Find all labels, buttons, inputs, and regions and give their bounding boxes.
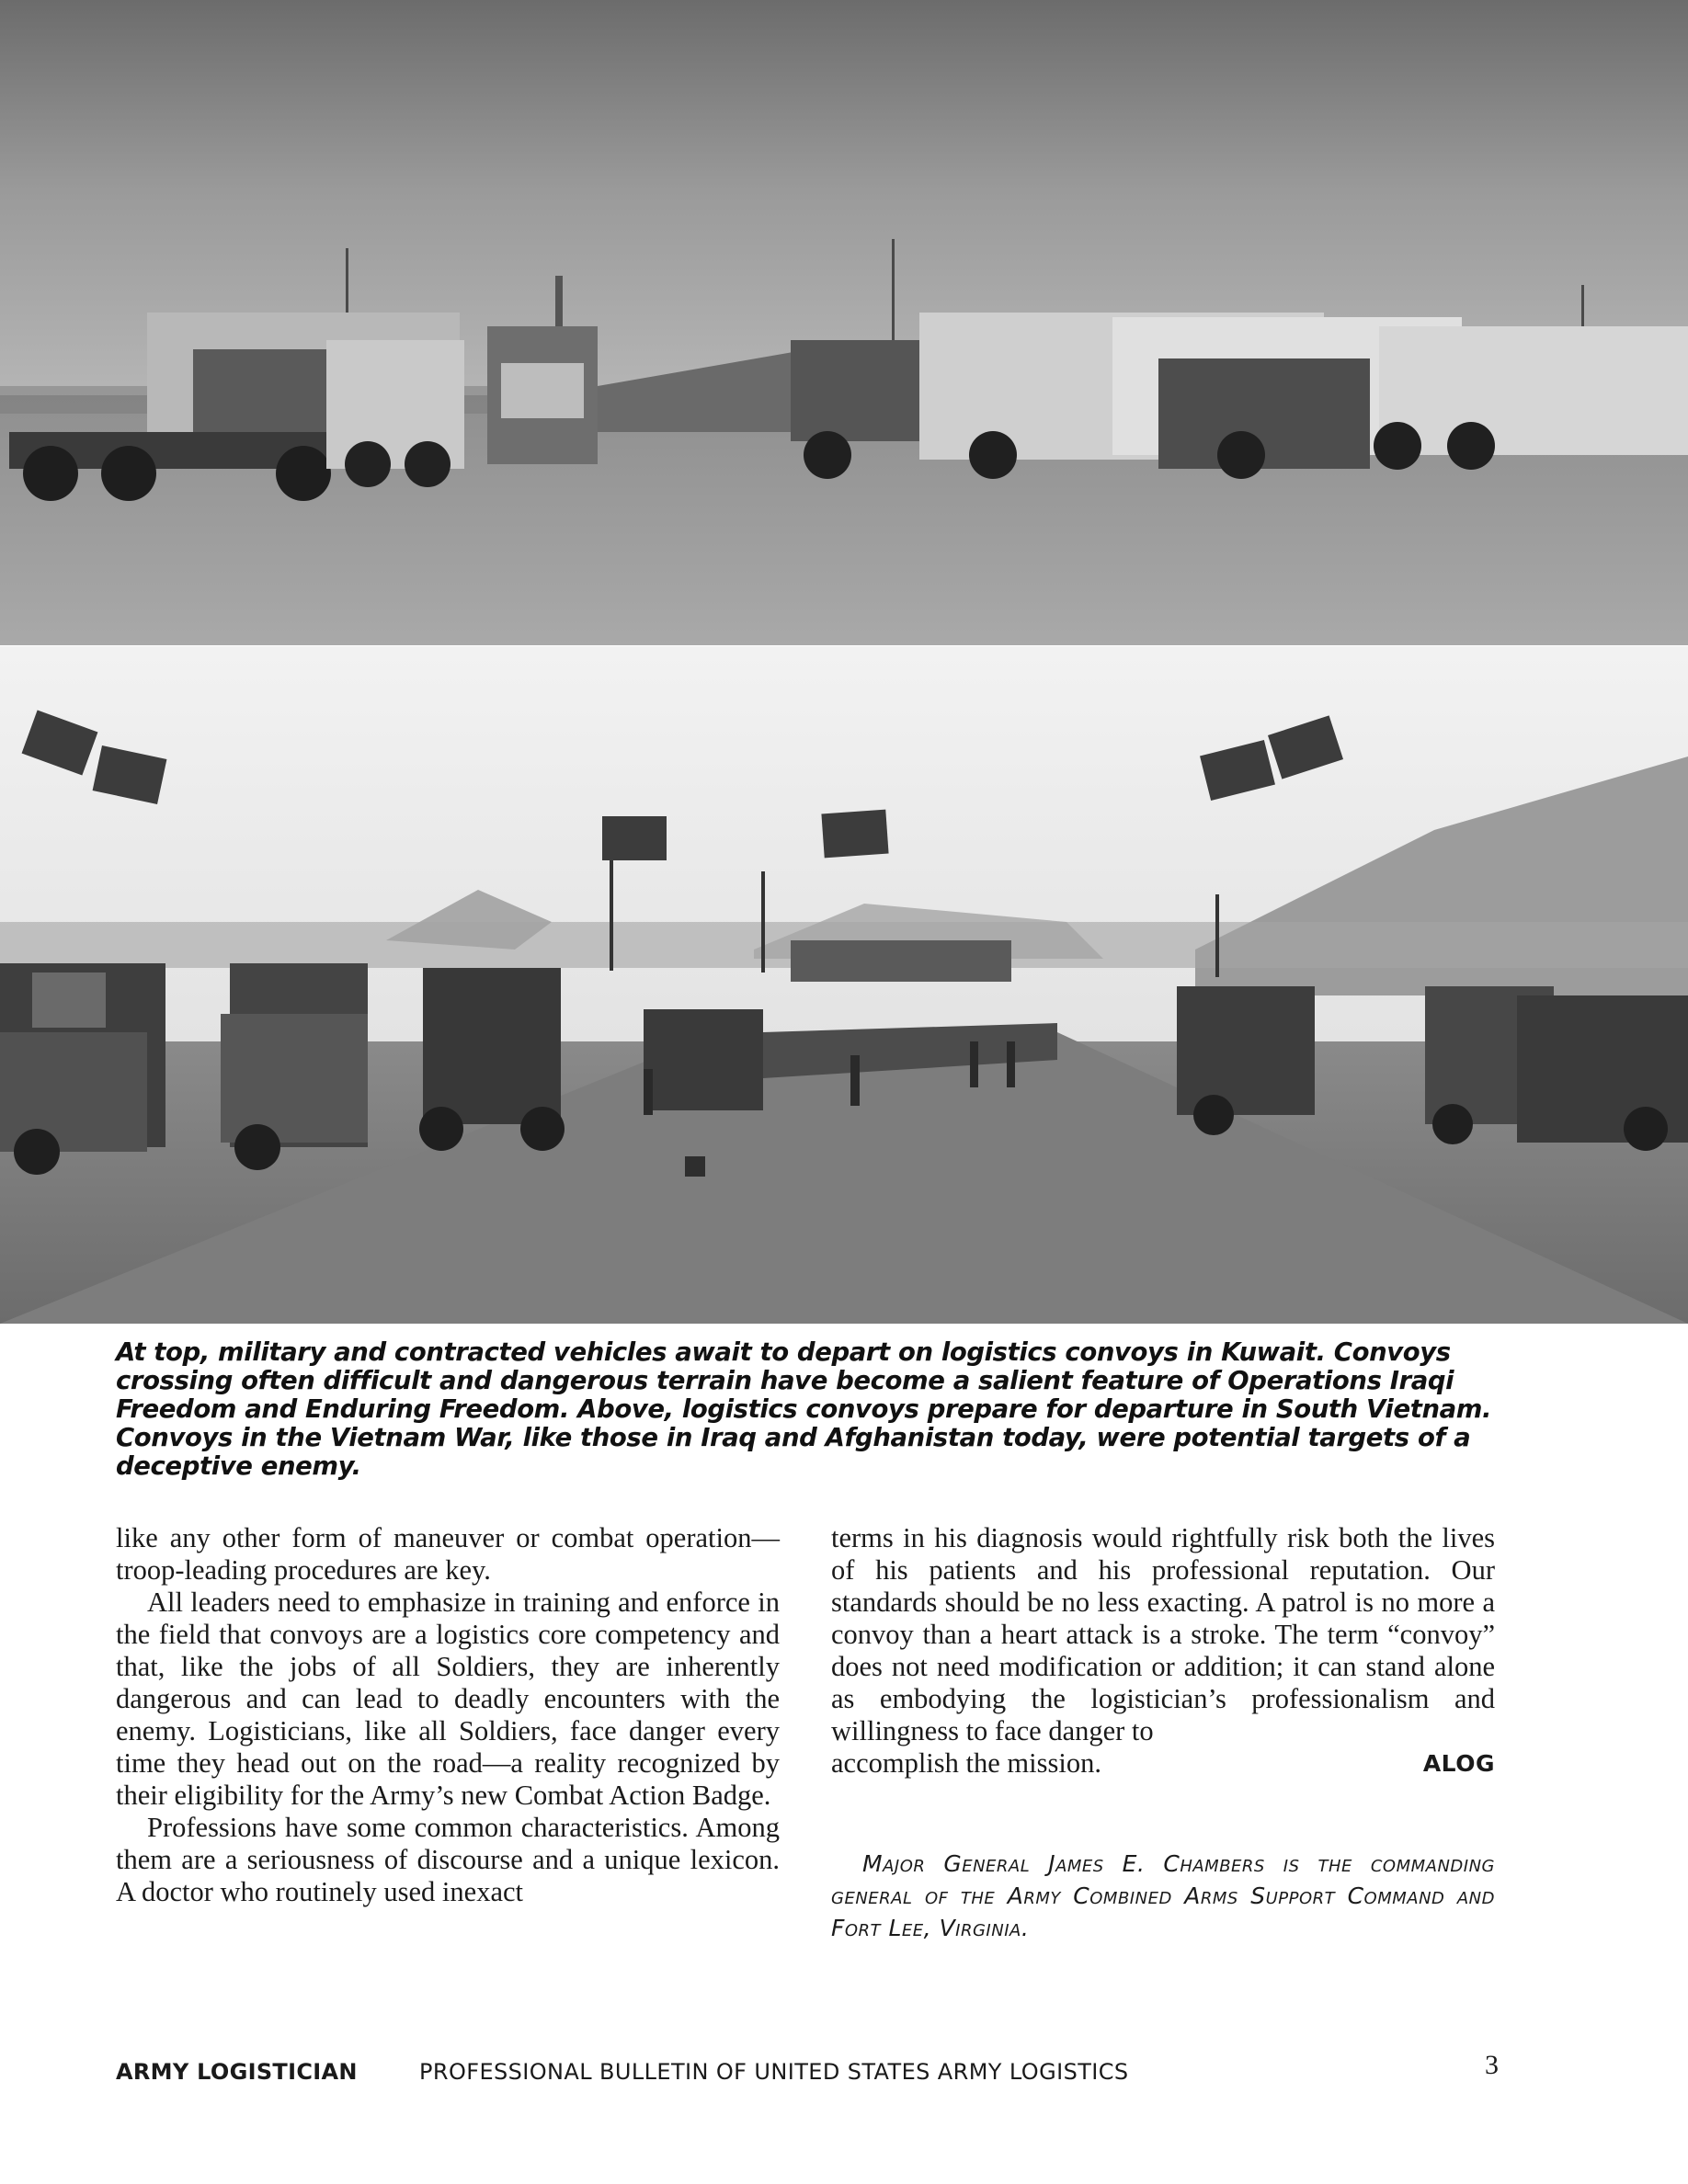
photo-vietnam-convoy — [0, 646, 1688, 1324]
paragraph: All leaders need to emphasize in training and enforce in the field that convoys are a logistics core competency and that, like the jobs of all Soldiers, they are inherently dangerous and can lead to deadly encounters with the enemy. Logisticians, like all Soldiers, face danger every time they head out on the road—a reality recognized by their eligibility for the Army’s new Combat Action Badge. — [116, 1587, 780, 1811]
page-footer — [116, 2050, 1499, 2087]
author-bio: Major General James E. Chambers is the commanding general of the Army Combined Arms Support Command and Fort Lee, Virginia. — [831, 1850, 1495, 1941]
paragraph: Professions have some common characteristics. Among them are a seriousness of discourse and a unique lexicon. A doctor who routinely used inexact — [116, 1812, 780, 1907]
page-number: 3 — [1485, 2050, 1499, 2080]
article-column-right — [831, 1522, 1495, 1944]
end-mark: ALOG — [1422, 1750, 1495, 1777]
paragraph-end-row — [831, 1747, 1495, 1780]
article-column-left — [116, 1522, 780, 1908]
photo-kuwait-convoy — [0, 0, 1688, 645]
paragraph-last-line: accomplish the mission. — [831, 1747, 1101, 1779]
photo-caption: At top, military and contracted vehicles await to depart on logistics convoys in Kuwait. Convoys crossing often difficult and dangerous terrain have become a salient feature of Operations Iraqi Freedom and Enduring Freedom. Above, logistics convoys prepare for departure in South Vietnam. Convoys in the Vietnam War, like those in Iraq and Afghanistan today, were potential targets of a deceptive enemy. — [116, 1337, 1492, 1481]
publication-name: ARMY LOGISTICIAN — [116, 2059, 358, 2085]
publication-subtitle: PROFESSIONAL BULLETIN OF UNITED STATES ARMY LOGISTICS — [419, 2059, 1129, 2085]
paragraph: like any other form of maneuver or combat operation—troop-leading procedures are key. — [116, 1522, 780, 1586]
paragraph: terms in his diagnosis would rightfully risk both the lives of his patients and his professional reputation. Our standards should be no less exacting. A patrol is no more a convoy than a heart attack is a stroke. The term “convoy” does not need modification or addition; it can stand alone as embodying the logistician’s professionalism and willingness to face danger to — [831, 1522, 1495, 1746]
